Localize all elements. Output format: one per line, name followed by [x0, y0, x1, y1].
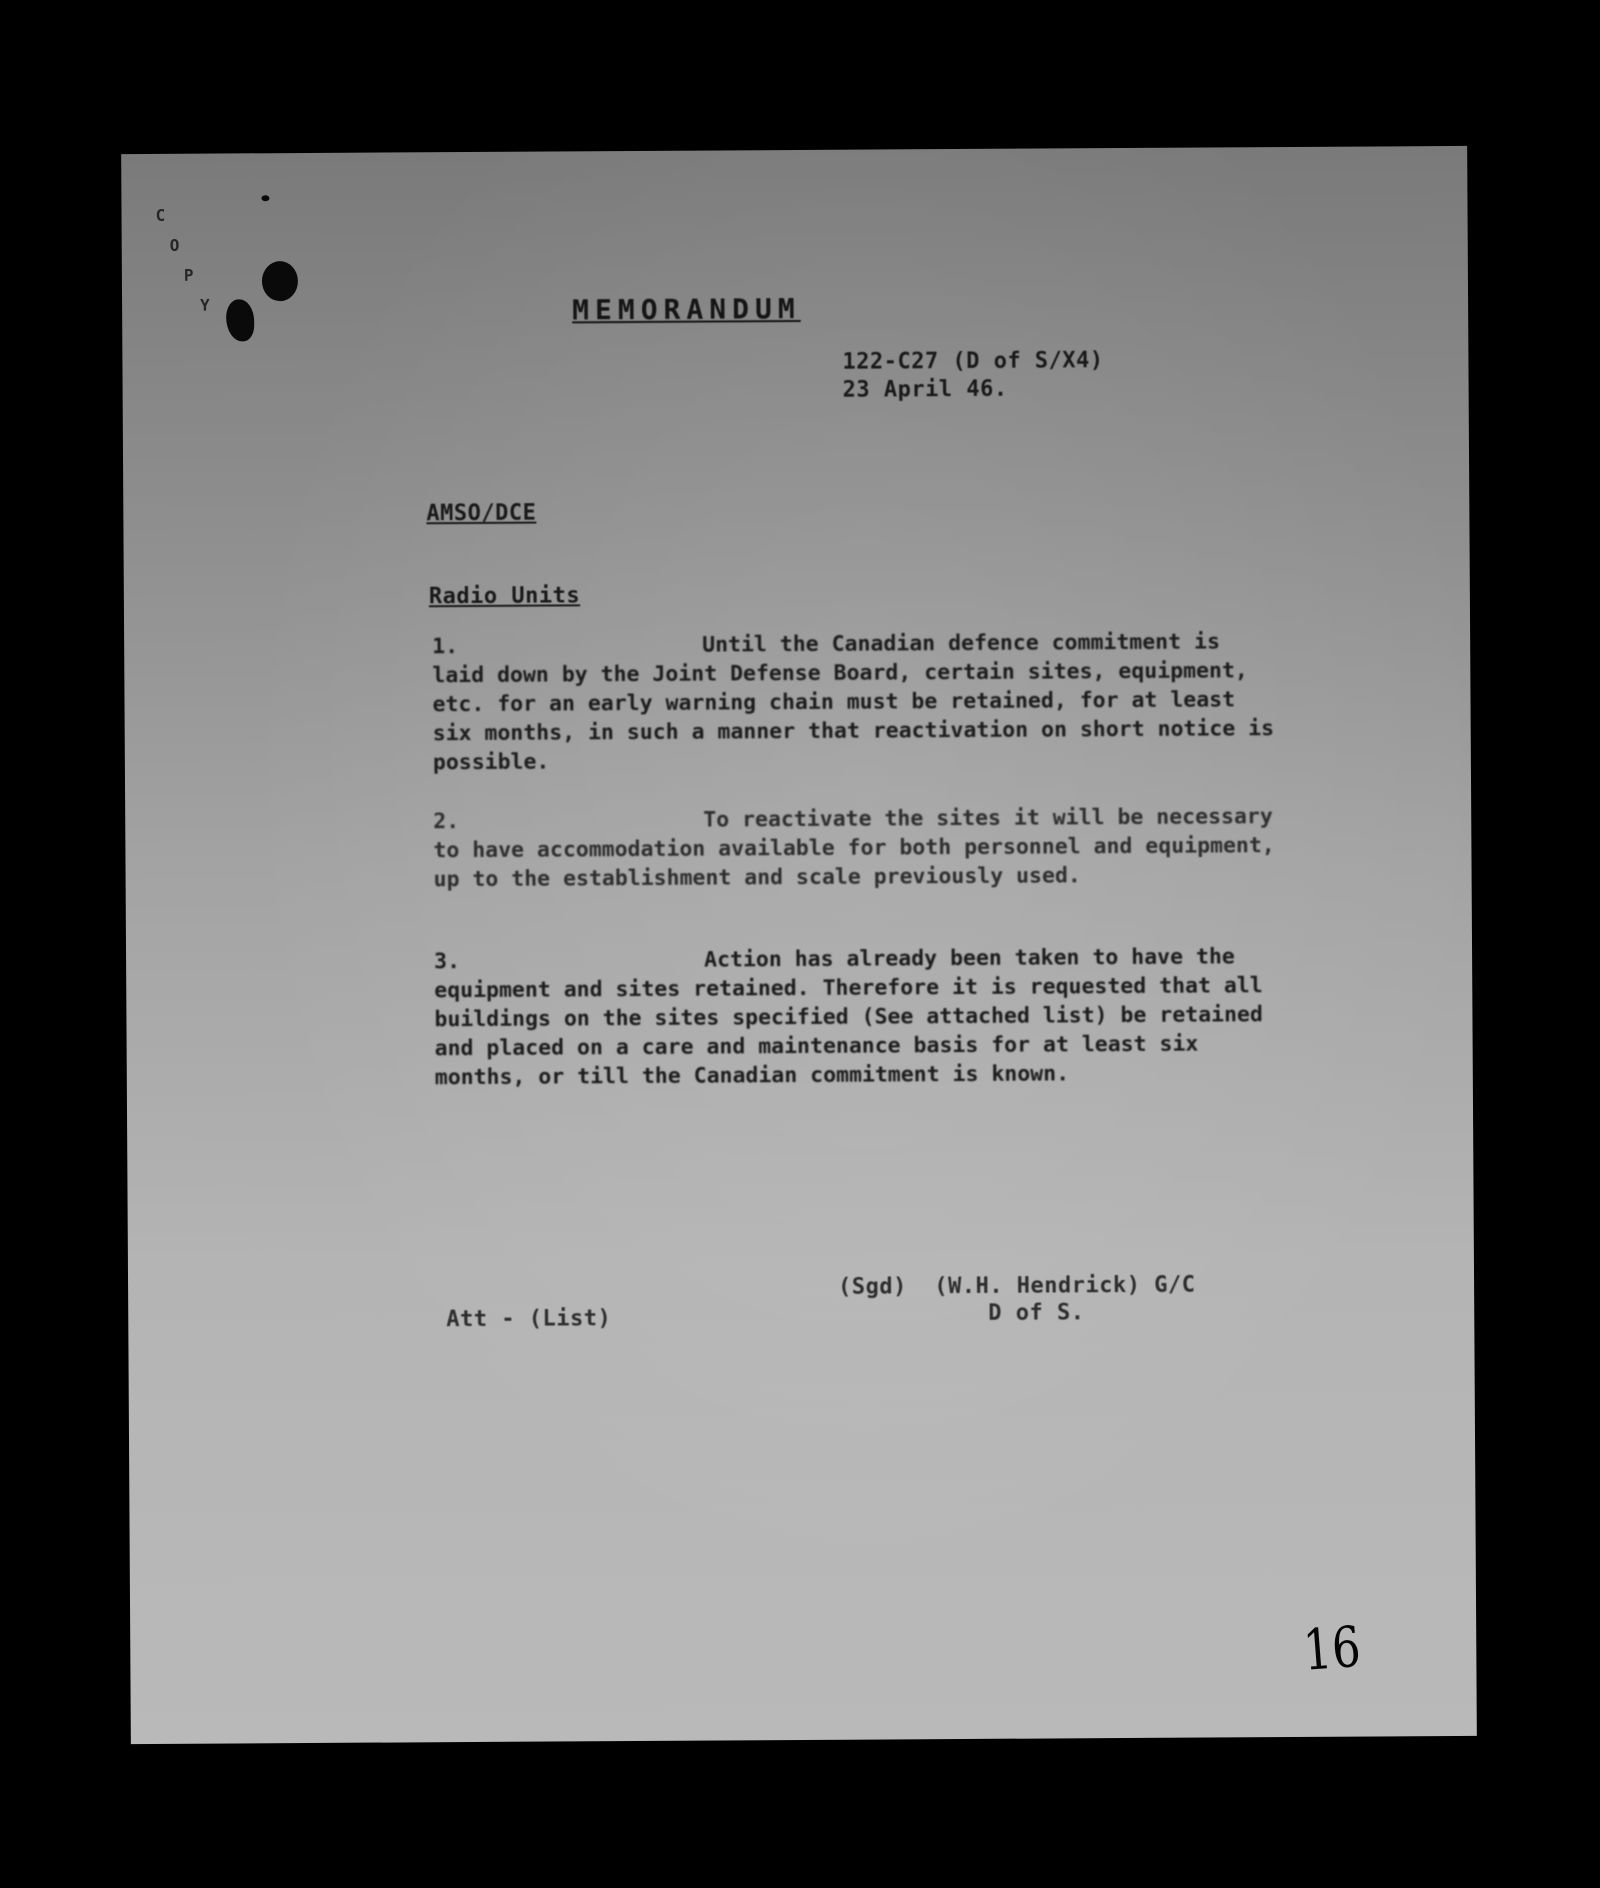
paragraph-3: [434, 942, 1285, 1092]
paragraph-text: Until the Canadian defence commitment is laid down by the Joint Defense Board, certain sites, equipment, etc. for an early warning chain must be retained, for at least six months, in such a manner that reactivation on short notice is possible.: [432, 629, 1275, 776]
paragraph-text: To reactivate the sites it will be necessary to have accommodation available for both personnel and equipment, up to the establishment and scale previously used.: [433, 804, 1275, 893]
paragraph-number: 2.: [433, 809, 460, 835]
file-reference: 122-C27 (D of S/X4): [842, 348, 1104, 375]
signature-line: (Sgd) (W.H. Hendrick) G/C: [838, 1272, 1196, 1300]
subject-heading: Radio Units: [428, 583, 581, 610]
signature-title: D of S.: [988, 1300, 1085, 1326]
copy-stamp-letter-p: P: [183, 265, 194, 285]
memo-title: MEMORANDUM: [572, 291, 801, 327]
paragraph-number: 3.: [434, 949, 461, 975]
paragraph-number: 1.: [432, 634, 459, 660]
ink-blot: [226, 299, 254, 341]
handwritten-page-number: 16: [1301, 1614, 1363, 1684]
copy-stamp-letter-c: C: [155, 205, 166, 225]
paragraph-2: [433, 802, 1284, 894]
paragraph-text: Action has already been taken to have the equipment and sites retained. Therefore it is requested that all buildings on the sites specified (See attached list) be retained and placed on a care and maintenance basis for at least six months, or till the Canadian commitment is known.: [434, 944, 1263, 1091]
addressee: AMSO/DCE: [426, 500, 537, 527]
ink-blot: [262, 261, 298, 301]
attachment-note: Att - (List): [446, 1306, 612, 1333]
paragraph-1: [432, 627, 1283, 777]
ink-blot: [261, 195, 269, 201]
memo-date: 23 April 46.: [842, 376, 1008, 403]
copy-stamp-letter-y: Y: [200, 295, 210, 315]
memo-page: [121, 146, 1477, 1744]
copy-stamp-letter-o: O: [169, 235, 180, 255]
